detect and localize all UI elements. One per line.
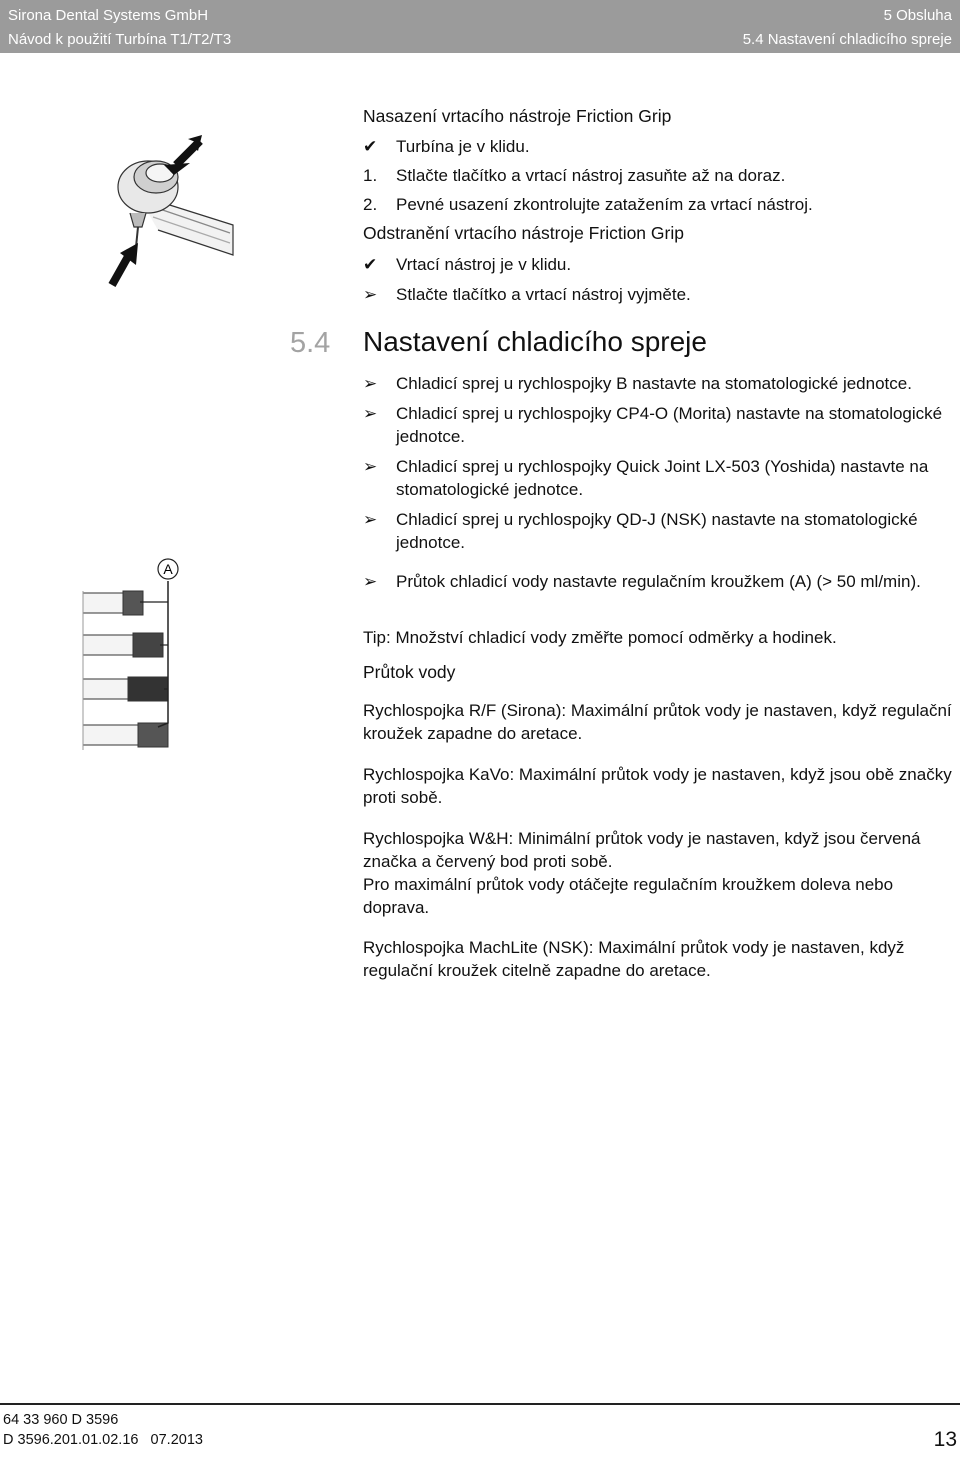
check-icon: ✔: [363, 137, 378, 156]
flow-paragraph: Pro maximální průtok vody otáčejte regulačním kroužkem doleva nebo doprava.: [363, 875, 894, 917]
footer-doc-number: 64 33 960 D 3596: [3, 1412, 119, 1428]
arrow-bullet-icon: ➢: [363, 572, 378, 591]
footer-doc-code: D 3596.201.01.02.16 07.2013: [3, 1432, 203, 1448]
arrow-bullet-icon: ➢: [363, 457, 378, 476]
header-company: Sirona Dental Systems GmbH: [8, 7, 209, 24]
header-section: 5.4 Nastavení chladicího spreje: [742, 31, 952, 48]
label-A: A: [163, 561, 173, 577]
flow-paragraph: Rychlospojka MachLite (NSK): Maximální průtok vody je nastaven, když regulační kroužek citelně zapadne do aretace.: [363, 938, 905, 980]
arrow-bullet-icon: ➢: [363, 374, 378, 393]
tip-label: Tip:: [363, 628, 391, 647]
header-manual: Návod k použití Turbína T1/T2/T3: [8, 31, 232, 48]
couplings-illustration: [78, 555, 188, 755]
header-chapter: 5 Obsluha: [883, 7, 952, 24]
flow-paragraph: Rychlospojka KaVo: Maximální průtok vody je nastaven, když jsou obě značky proti sobě.: [363, 765, 952, 807]
section-title: Nastavení chladicího spreje: [363, 326, 707, 357]
flow-title: Průtok vody: [363, 662, 456, 682]
section-number: 5.4: [290, 327, 331, 359]
arrow-bullet-icon: ➢: [363, 510, 378, 529]
insert-title: Nasazení vrtacího nástroje Friction Grip: [363, 106, 672, 126]
flow-paragraph: Rychlospojka R/F (Sirona): Maximální průtok vody je nastaven, když regulační kroužek zapadne do aretace.: [363, 701, 952, 743]
page-header: [0, 0, 960, 53]
tip: Tip: Množství chladicí vody změřte pomocí odměrky a hodinek.: [363, 628, 837, 647]
check-icon: ✔: [363, 255, 378, 274]
footer-divider: [0, 1403, 960, 1405]
remove-title: Odstranění vrtacího nástroje Friction Grip: [363, 223, 684, 243]
handpiece-head-illustration: [98, 135, 238, 295]
arrow-bullet-icon: ➢: [363, 285, 378, 304]
arrow-bullet-icon: ➢: [363, 404, 378, 423]
page-number: 13: [933, 1428, 957, 1451]
flow-paragraph: Rychlospojka W&H: Minimální průtok vody je nastaven, když jsou červená značka a červený bod proti sobě.: [363, 829, 921, 871]
